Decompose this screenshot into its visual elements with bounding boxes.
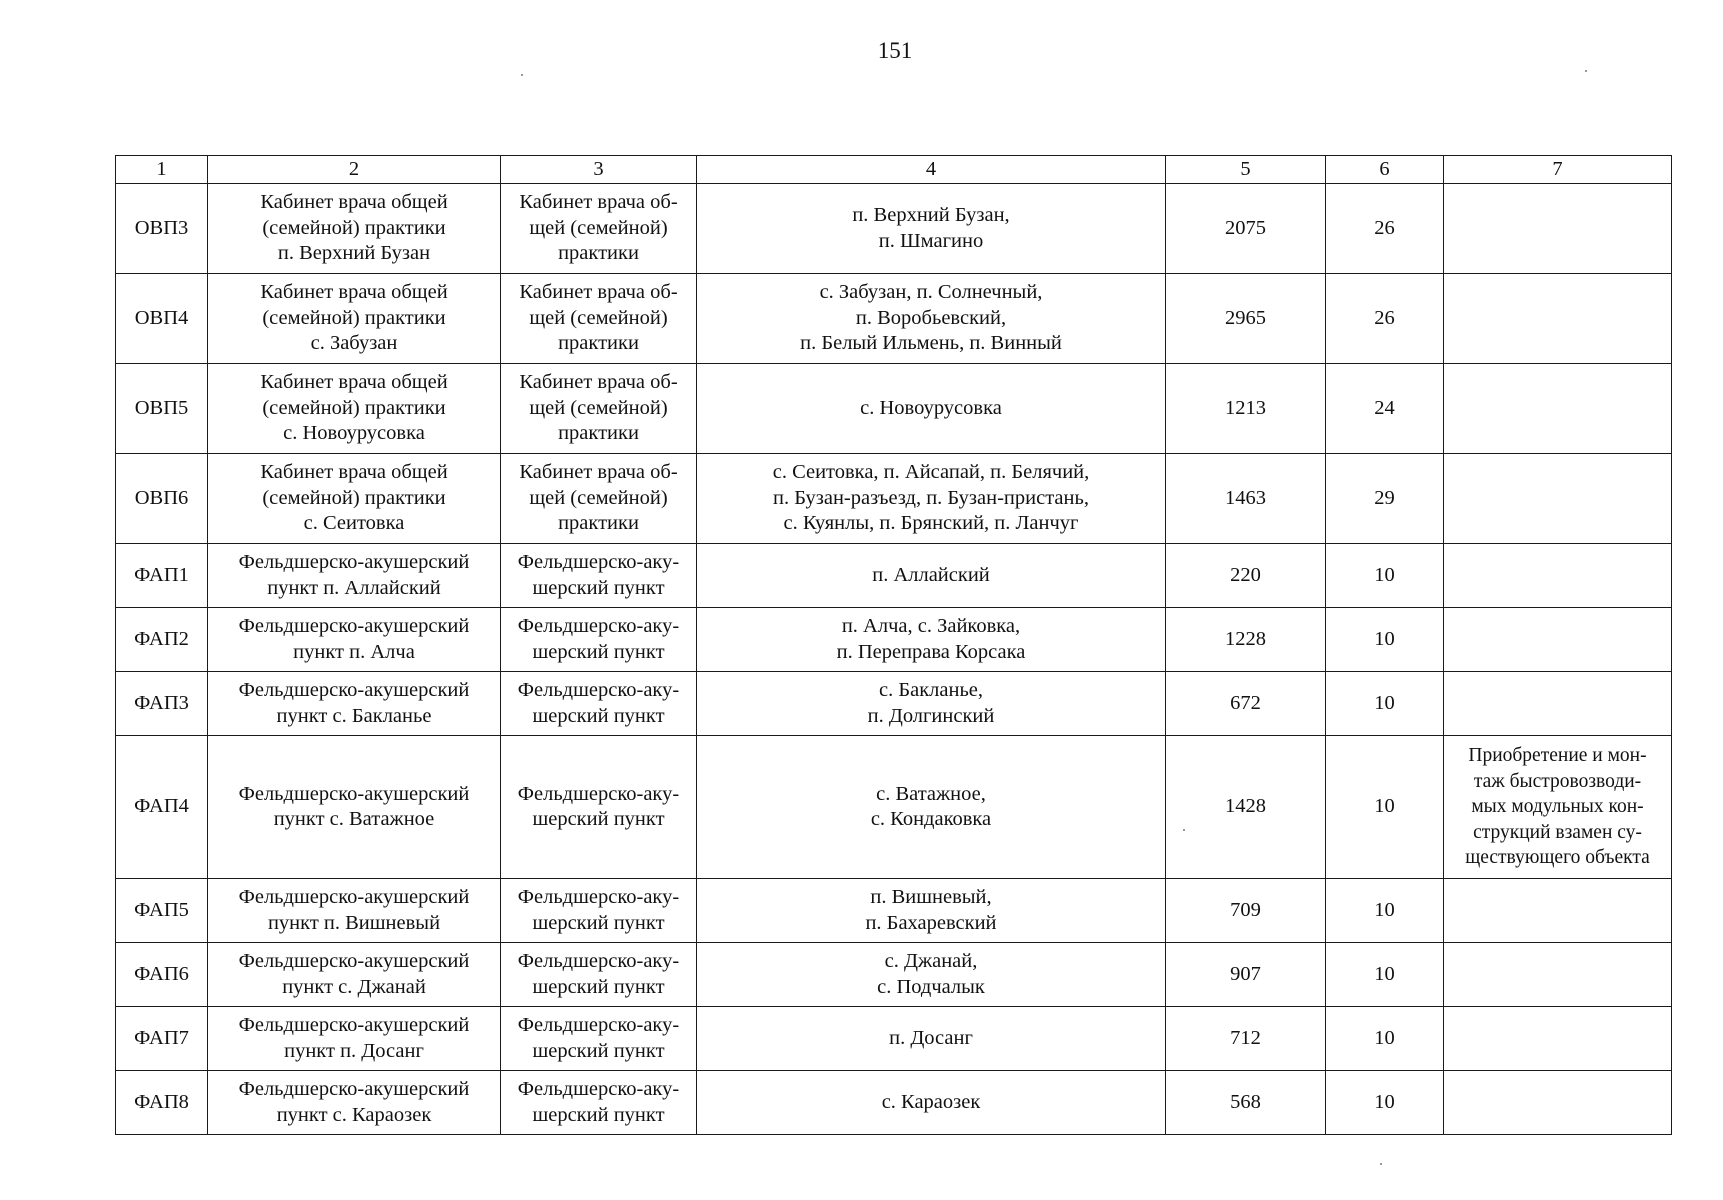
cell-text-line: пункт п. Досанг [284,1039,424,1062]
cell-text-line: п. Верхний Бузан [277,242,431,265]
cell-text: 672 [1230,691,1261,714]
cell-note [1444,943,1672,1007]
cell-code [116,184,208,274]
cell-text-line: Фельдшерско-акушерский [238,1014,470,1036]
cell-text: 26 [1374,306,1395,329]
cell-text: ОВП5 [134,396,189,419]
cell-text: 568 [1230,1090,1261,1113]
table-row [116,1007,1672,1071]
cell-facility-type [501,544,697,608]
cell-facility-name [208,184,501,274]
cell-note [1444,184,1672,274]
cell-text-line: пункт п. Вишневый [267,911,441,934]
cell-population [1166,672,1326,736]
table-row [116,879,1672,943]
cell-text: 10 [1374,898,1395,921]
cell-population [1166,943,1326,1007]
cell-distance [1326,364,1444,454]
cell-text-line: Фельдшерско-аку- [517,950,680,972]
cell-text: 907 [1230,962,1261,985]
cell-text-line: щей (семейной) [529,216,668,239]
cell-settlements [697,672,1166,736]
cell-text-line: шерский пункт [532,1039,665,1062]
cell-text: ФАП5 [134,898,189,921]
cell-facility-type [501,736,697,879]
page-number: 151 [877,38,913,63]
cell-note [1444,454,1672,544]
cell-text-line: пункт п. Аллайский [267,576,441,599]
cell-code [116,274,208,364]
column-header: 1 [116,156,208,184]
cell-text: 10 [1374,627,1395,650]
cell-note [1444,879,1672,943]
cell-text: 709 [1230,898,1261,921]
table-row [116,544,1672,608]
cell-text: 26 [1374,216,1395,239]
cell-text-line: струкций взамен су- [1473,821,1642,843]
cell-facility-type [501,454,697,544]
cell-code [116,608,208,672]
cell-facility-type [501,364,697,454]
cell-distance [1326,879,1444,943]
cell-settlements [697,1007,1166,1071]
cell-text-line: шерский пункт [532,1103,665,1126]
cell-facility-name [208,879,501,943]
table-row [116,736,1672,879]
cell-text: 712 [1230,1026,1261,1049]
table-row [116,943,1672,1007]
cell-population [1166,1007,1326,1071]
cell-text: 1428 [1225,795,1266,818]
cell-facility-type [501,184,697,274]
cell-text-line: с. Сеитовка [303,512,405,535]
table-row [116,274,1672,364]
cell-note [1444,544,1672,608]
cell-text: 10 [1374,795,1395,818]
cell-population [1166,879,1326,943]
cell-facility-name [208,672,501,736]
cell-text-line: Кабинет врача общей [260,281,448,304]
cell-text-line: практики [558,242,639,265]
cell-note [1444,608,1672,672]
cell-text-line: Фельдшерско-аку- [517,551,680,573]
cell-population [1166,608,1326,672]
cell-facility-type [501,672,697,736]
cell-text-line: практики [558,422,639,445]
cell-text-line: шерский пункт [532,975,665,998]
cell-text-line: Фельдшерско-акушерский [238,551,470,573]
table-row [116,672,1672,736]
cell-text-line: с. Новоурусовка [860,396,1002,419]
cell-text-line: п. Вишневый, [870,886,992,908]
cell-text-line: с. Новоурусовка [283,422,425,445]
cell-text: 2965 [1225,306,1266,329]
cell-text-line: Фельдшерско-акушерский [238,886,470,908]
cell-text: 1228 [1225,627,1266,650]
cell-settlements [697,364,1166,454]
cell-text-line: (семейной) практики [262,396,446,419]
column-header: 6 [1326,156,1444,184]
cell-text: ФАП2 [134,627,189,650]
column-header: 5 [1166,156,1326,184]
cell-distance [1326,736,1444,879]
cell-text-line: с. Ватажное, [876,782,986,805]
table-body [116,184,1672,1135]
cell-settlements [697,184,1166,274]
cell-text: 10 [1374,1026,1395,1049]
cell-population [1166,184,1326,274]
cell-code [116,943,208,1007]
cell-text-line: Фельдшерско-аку- [517,1078,680,1100]
cell-note [1444,736,1672,879]
cell-text-line: п. Верхний Бузан, [852,204,1010,226]
cell-text-line: Кабинет врача общей [260,461,448,484]
cell-text: ФАП4 [134,795,189,818]
cell-text-line: Фельдшерско-аку- [517,782,680,805]
cell-settlements [697,879,1166,943]
cell-text: ОВП4 [134,306,189,329]
cell-text-line: с. Куянлы, п. Брянский, п. Ланчуг [783,512,1079,535]
cell-settlements [697,274,1166,364]
cell-text: 1213 [1225,396,1266,419]
cell-distance [1326,544,1444,608]
cell-text-line: шерский пункт [532,911,665,934]
cell-text-line: с. Подчалык [877,975,985,998]
cell-code [116,1071,208,1135]
cell-facility-name [208,1071,501,1135]
cell-settlements [697,736,1166,879]
cell-distance [1326,608,1444,672]
cell-text-line: шерский пункт [532,576,665,599]
cell-facility-name [208,736,501,879]
cell-text-line: Кабинет врача об- [519,461,678,484]
cell-code [116,736,208,879]
cell-note [1444,364,1672,454]
cell-distance [1326,454,1444,544]
cell-text-line: с. Кондаковка [870,808,992,830]
cell-facility-name [208,1007,501,1071]
cell-text-line: п. Воробьевский, [855,306,1007,329]
cell-facility-name [208,608,501,672]
cell-note [1444,274,1672,364]
cell-text-line: (семейной) практики [262,216,446,239]
cell-text-line: пункт с. Караозек [276,1103,432,1126]
cell-text-line: Кабинет врача об- [519,281,678,304]
cell-text-line: с. Джанай, [884,950,978,972]
cell-distance [1326,274,1444,364]
cell-facility-name [208,454,501,544]
cell-text-line: п. Алча, с. Зайковка, [841,615,1021,637]
cell-text-line: п. Белый Ильмень, п. Винный [800,332,1062,355]
cell-facility-type [501,1071,697,1135]
table-row [116,1071,1672,1135]
cell-text-line: п. Переправа Корсака [836,640,1026,663]
cell-text-line: п. Шмагино [878,229,984,252]
scan-speck [521,74,523,76]
cell-text-line: Фельдшерско-акушерский [238,782,470,805]
cell-text-line: п. Бахаревский [865,911,997,934]
cell-text: 24 [1374,396,1395,419]
cell-text-line: пункт с. Джанай [282,975,426,998]
cell-note [1444,672,1672,736]
cell-text-line: (семейной) практики [262,306,446,329]
cell-text-line: практики [558,512,639,535]
cell-text-line: с. Сеитовка, п. Айсапай, п. Белячий, [772,461,1090,484]
cell-distance [1326,1071,1444,1135]
cell-population [1166,736,1326,879]
cell-text-line: п. Аллайский [872,563,990,586]
cell-text: 10 [1374,1090,1395,1113]
cell-text-line: с. Забузан, п. Солнечный, [819,281,1043,304]
cell-text-line: Кабинет врача об- [519,371,678,394]
cell-text-line: мых модульных кон- [1471,796,1644,818]
cell-text-line: пункт с. Ватажное [273,808,435,830]
cell-text: ФАП6 [134,962,189,985]
cell-distance [1326,1007,1444,1071]
table-row [116,364,1672,454]
table-header-row [116,156,1672,184]
cell-settlements [697,608,1166,672]
cell-text-line: шерский пункт [532,808,665,830]
cell-text-line: щей (семейной) [529,486,668,509]
cell-text: ОВП6 [134,486,189,509]
cell-text-line: Кабинет врача общей [260,371,448,394]
cell-facility-name [208,544,501,608]
cell-text-line: п. Досанг [889,1026,973,1049]
cell-text: ФАП7 [134,1026,189,1049]
cell-population [1166,544,1326,608]
cell-text-line: Приобретение и мон- [1468,745,1647,767]
cell-code [116,454,208,544]
cell-text-line: практики [558,332,639,355]
cell-text-line: Фельдшерско-аку- [517,615,680,637]
cell-note [1444,1071,1672,1135]
scan-speck [1380,1163,1382,1165]
column-header: 7 [1444,156,1672,184]
cell-text-line: Фельдшерско-аку- [517,886,680,908]
cell-text-line: Фельдшерско-аку- [517,679,680,701]
cell-facility-type [501,1007,697,1071]
cell-settlements [697,454,1166,544]
cell-population [1166,274,1326,364]
table-row [116,608,1672,672]
cell-text-line: Фельдшерско-акушерский [238,615,470,637]
cell-text: ФАП3 [134,691,189,714]
cell-facility-name [208,943,501,1007]
cell-code [116,544,208,608]
cell-distance [1326,184,1444,274]
cell-text-line: с. Забузан [310,332,398,355]
cell-population [1166,454,1326,544]
cell-text-line: пункт п. Алча [293,640,415,663]
facilities-table [115,155,1672,1135]
cell-text: 10 [1374,563,1395,586]
cell-text: 2075 [1225,216,1266,239]
table-row [116,454,1672,544]
cell-facility-type [501,943,697,1007]
cell-text-line: Фельдшерско-акушерский [238,679,470,701]
column-header: 3 [501,156,697,184]
cell-distance [1326,672,1444,736]
cell-code [116,879,208,943]
cell-text: 1463 [1225,486,1266,509]
cell-text-line: п. Долгинский [867,704,995,727]
cell-text: ФАП8 [134,1090,189,1113]
cell-facility-type [501,879,697,943]
cell-text: 10 [1374,691,1395,714]
cell-text-line: Кабинет врача общей [260,191,448,214]
cell-settlements [697,1071,1166,1135]
cell-text: ФАП1 [134,563,189,586]
cell-text-line: с. Караозек [881,1090,981,1113]
cell-distance [1326,943,1444,1007]
cell-text-line: щей (семейной) [529,306,668,329]
cell-text: 10 [1374,962,1395,985]
cell-population [1166,1071,1326,1135]
cell-code [116,1007,208,1071]
cell-text-line: шерский пункт [532,704,665,727]
scan-speck [1585,70,1587,72]
cell-facility-type [501,274,697,364]
cell-settlements [697,943,1166,1007]
cell-population [1166,364,1326,454]
cell-text: 29 [1374,486,1395,509]
cell-text-line: ществующего объекта [1465,847,1650,869]
cell-facility-name [208,364,501,454]
cell-note [1444,1007,1672,1071]
cell-text-line: Фельдшерско-акушерский [238,1078,470,1100]
cell-facility-name [208,274,501,364]
cell-text-line: Кабинет врача об- [519,191,678,214]
cell-code [116,672,208,736]
column-header: 4 [697,156,1166,184]
cell-text-line: щей (семейной) [529,396,668,419]
column-header: 2 [208,156,501,184]
cell-text-line: (семейной) практики [262,486,446,509]
cell-text-line: шерский пункт [532,640,665,663]
cell-text-line: Фельдшерско-акушерский [238,950,470,972]
table-row [116,184,1672,274]
cell-text-line: п. Бузан-разъезд, п. Бузан-пристань, [773,486,1089,509]
cell-settlements [697,544,1166,608]
cell-text: 220 [1230,563,1261,586]
cell-text-line: пункт с. Бакланье [276,704,432,727]
cell-text-line: с. Бакланье, [878,679,984,701]
cell-text-line: Фельдшерско-аку- [517,1014,680,1036]
cell-text: ОВП3 [134,216,189,239]
cell-text-line: таж быстровозводи- [1473,770,1642,792]
cell-code [116,364,208,454]
cell-facility-type [501,608,697,672]
